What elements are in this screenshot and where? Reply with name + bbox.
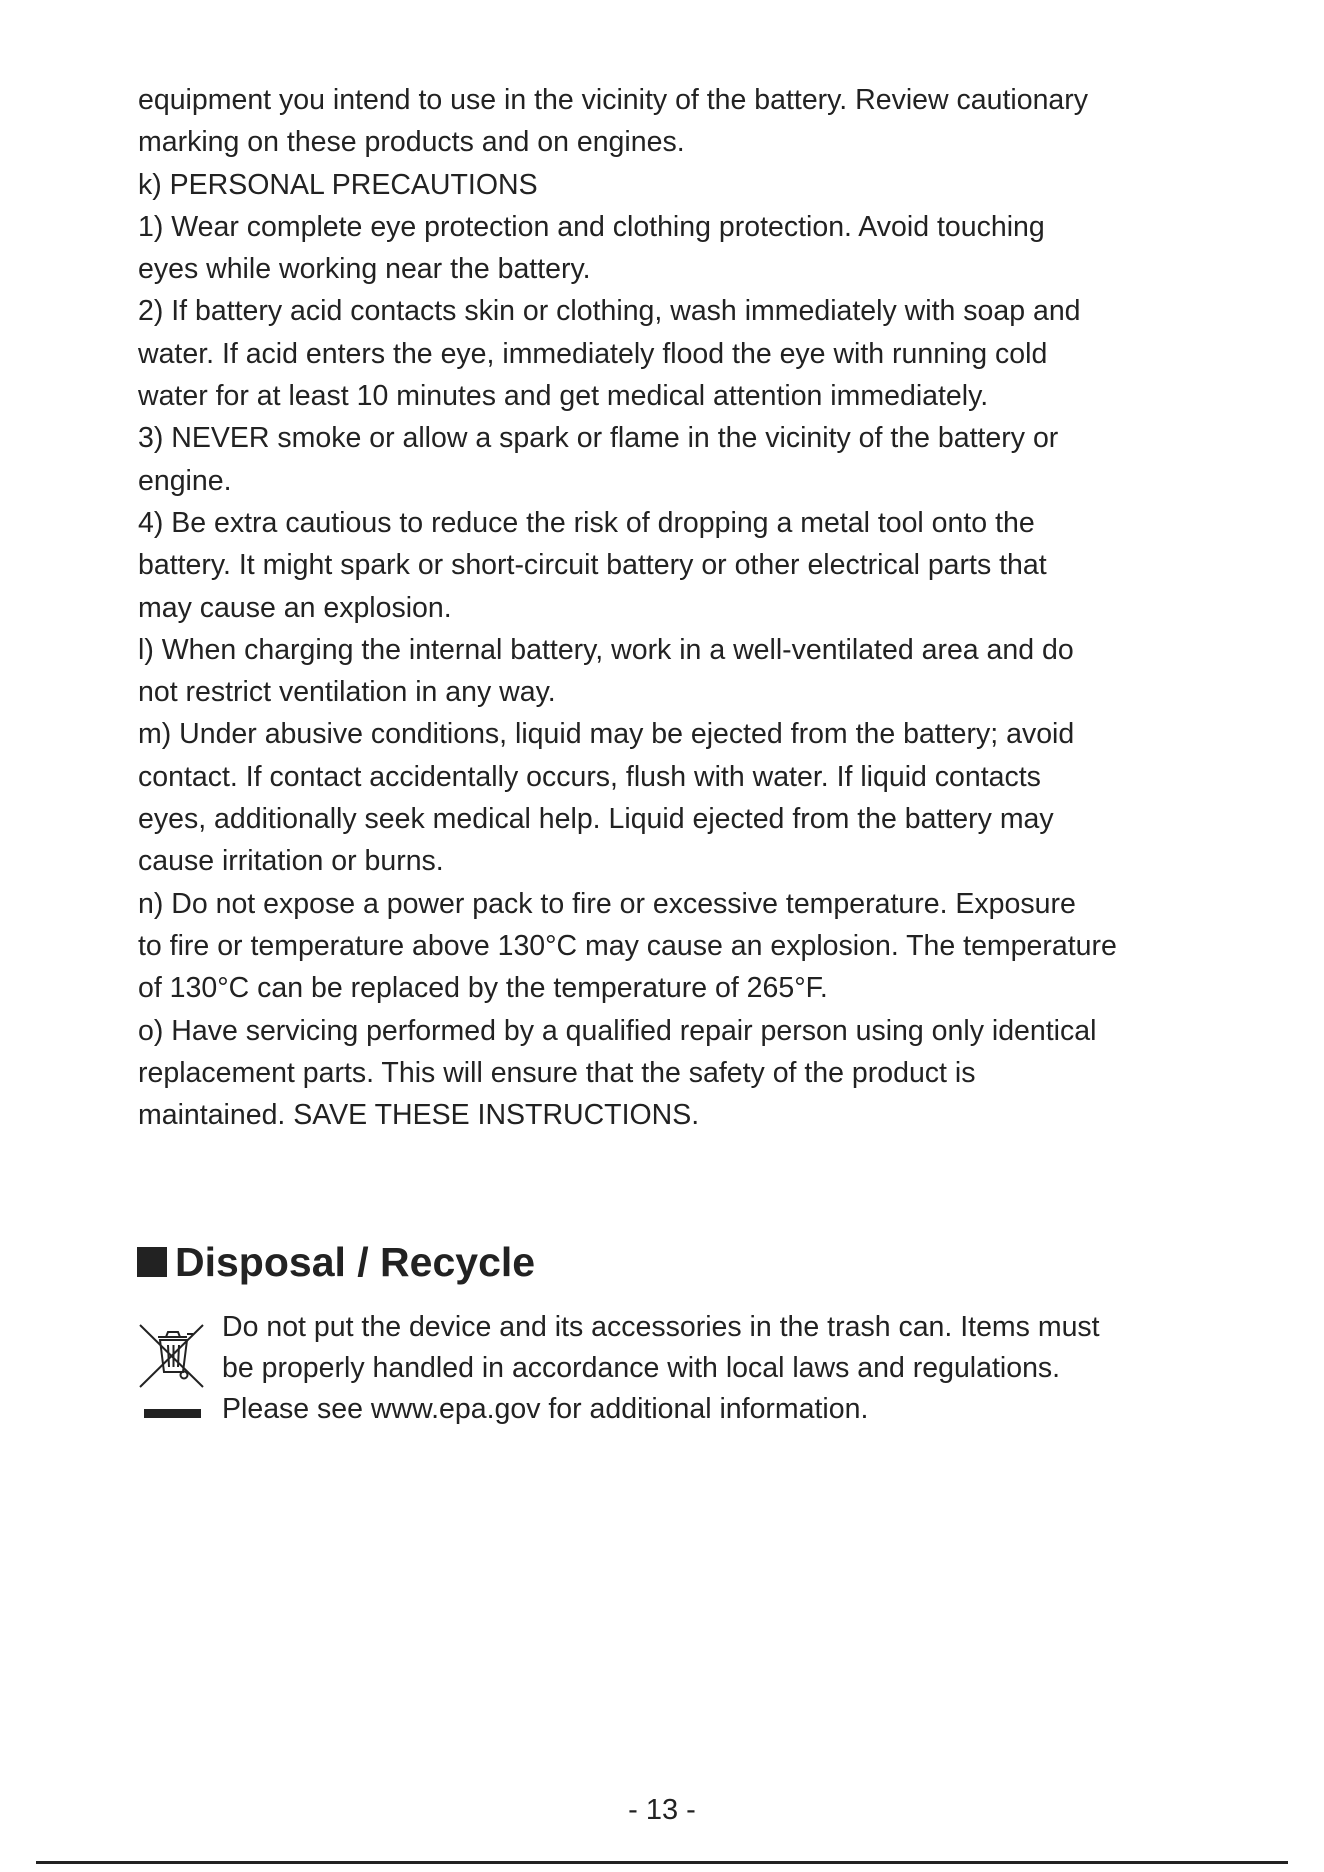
body-line: 2) If battery acid contacts skin or clothing, wash immediately with soap and <box>138 295 1081 328</box>
heading-bullet-square <box>137 1247 167 1277</box>
body-line: not restrict ventilation in any way. <box>138 676 556 709</box>
body-line: m) Under abusive conditions, liquid may be ejected from the battery; avoid <box>138 718 1075 751</box>
body-line: water. If acid enters the eye, immediately flood the eye with running cold <box>138 337 1048 370</box>
instructions-body <box>138 79 1198 1136</box>
bottom-divider <box>36 1861 1288 1864</box>
body-line: eyes while working near the battery. <box>138 253 591 286</box>
body-line: 1) Wear complete eye protection and clothing protection. Avoid touching <box>138 210 1045 243</box>
body-line: replacement parts. This will ensure that the safety of the product is <box>138 1056 976 1089</box>
body-line: o) Have servicing performed by a qualified repair person using only identical <box>138 1014 1097 1047</box>
body-line: l) When charging the internal battery, work in a well-ventilated area and do <box>138 633 1074 666</box>
body-line: cause irritation or burns. <box>138 845 444 878</box>
body-line: engine. <box>138 464 232 497</box>
body-line: 3) NEVER smoke or allow a spark or flame in the vicinity of the battery or <box>138 422 1059 455</box>
crossed-out-wheelie-bin-icon <box>137 1321 207 1421</box>
disposal-line: be properly handled in accordance with local laws and regulations. <box>222 1352 1061 1384</box>
body-line: marking on these products and on engines. <box>138 126 685 159</box>
body-line: battery. It might spark or short-circuit battery or other electrical parts that <box>138 549 1047 582</box>
body-line: of 130°C can be replaced by the temperature of 265°F. <box>138 972 828 1005</box>
disposal-instructions <box>222 1307 1100 1430</box>
section-k-heading: k) PERSONAL PRECAUTIONS <box>138 168 538 201</box>
disposal-heading-text: Disposal / Recycle <box>175 1238 536 1285</box>
body-line: may cause an explosion. <box>138 591 452 624</box>
disposal-line: Please see www.epa.gov for additional information. <box>222 1393 869 1425</box>
body-line: to fire or temperature above 130°C may cause an explosion. The temperature <box>138 929 1117 962</box>
disposal-heading <box>137 1232 535 1292</box>
body-line: maintained. SAVE THESE INSTRUCTIONS. <box>138 1099 700 1132</box>
page-number: - 13 - <box>628 1794 696 1826</box>
body-line: equipment you intend to use in the vicinity of the battery. Review cautionary <box>138 84 1089 116</box>
body-line: water for at least 10 minutes and get medical attention immediately. <box>138 380 989 413</box>
body-line: contact. If contact accidentally occurs, flush with water. If liquid contacts <box>138 760 1041 793</box>
body-line: 4) Be extra cautious to reduce the risk of dropping a metal tool onto the <box>138 506 1035 539</box>
body-line: eyes, additionally seek medical help. Liquid ejected from the battery may <box>138 803 1054 836</box>
body-line: n) Do not expose a power pack to fire or excessive temperature. Exposure <box>138 887 1076 920</box>
disposal-line: Do not put the device and its accessories in the trash can. Items must <box>222 1311 1100 1343</box>
